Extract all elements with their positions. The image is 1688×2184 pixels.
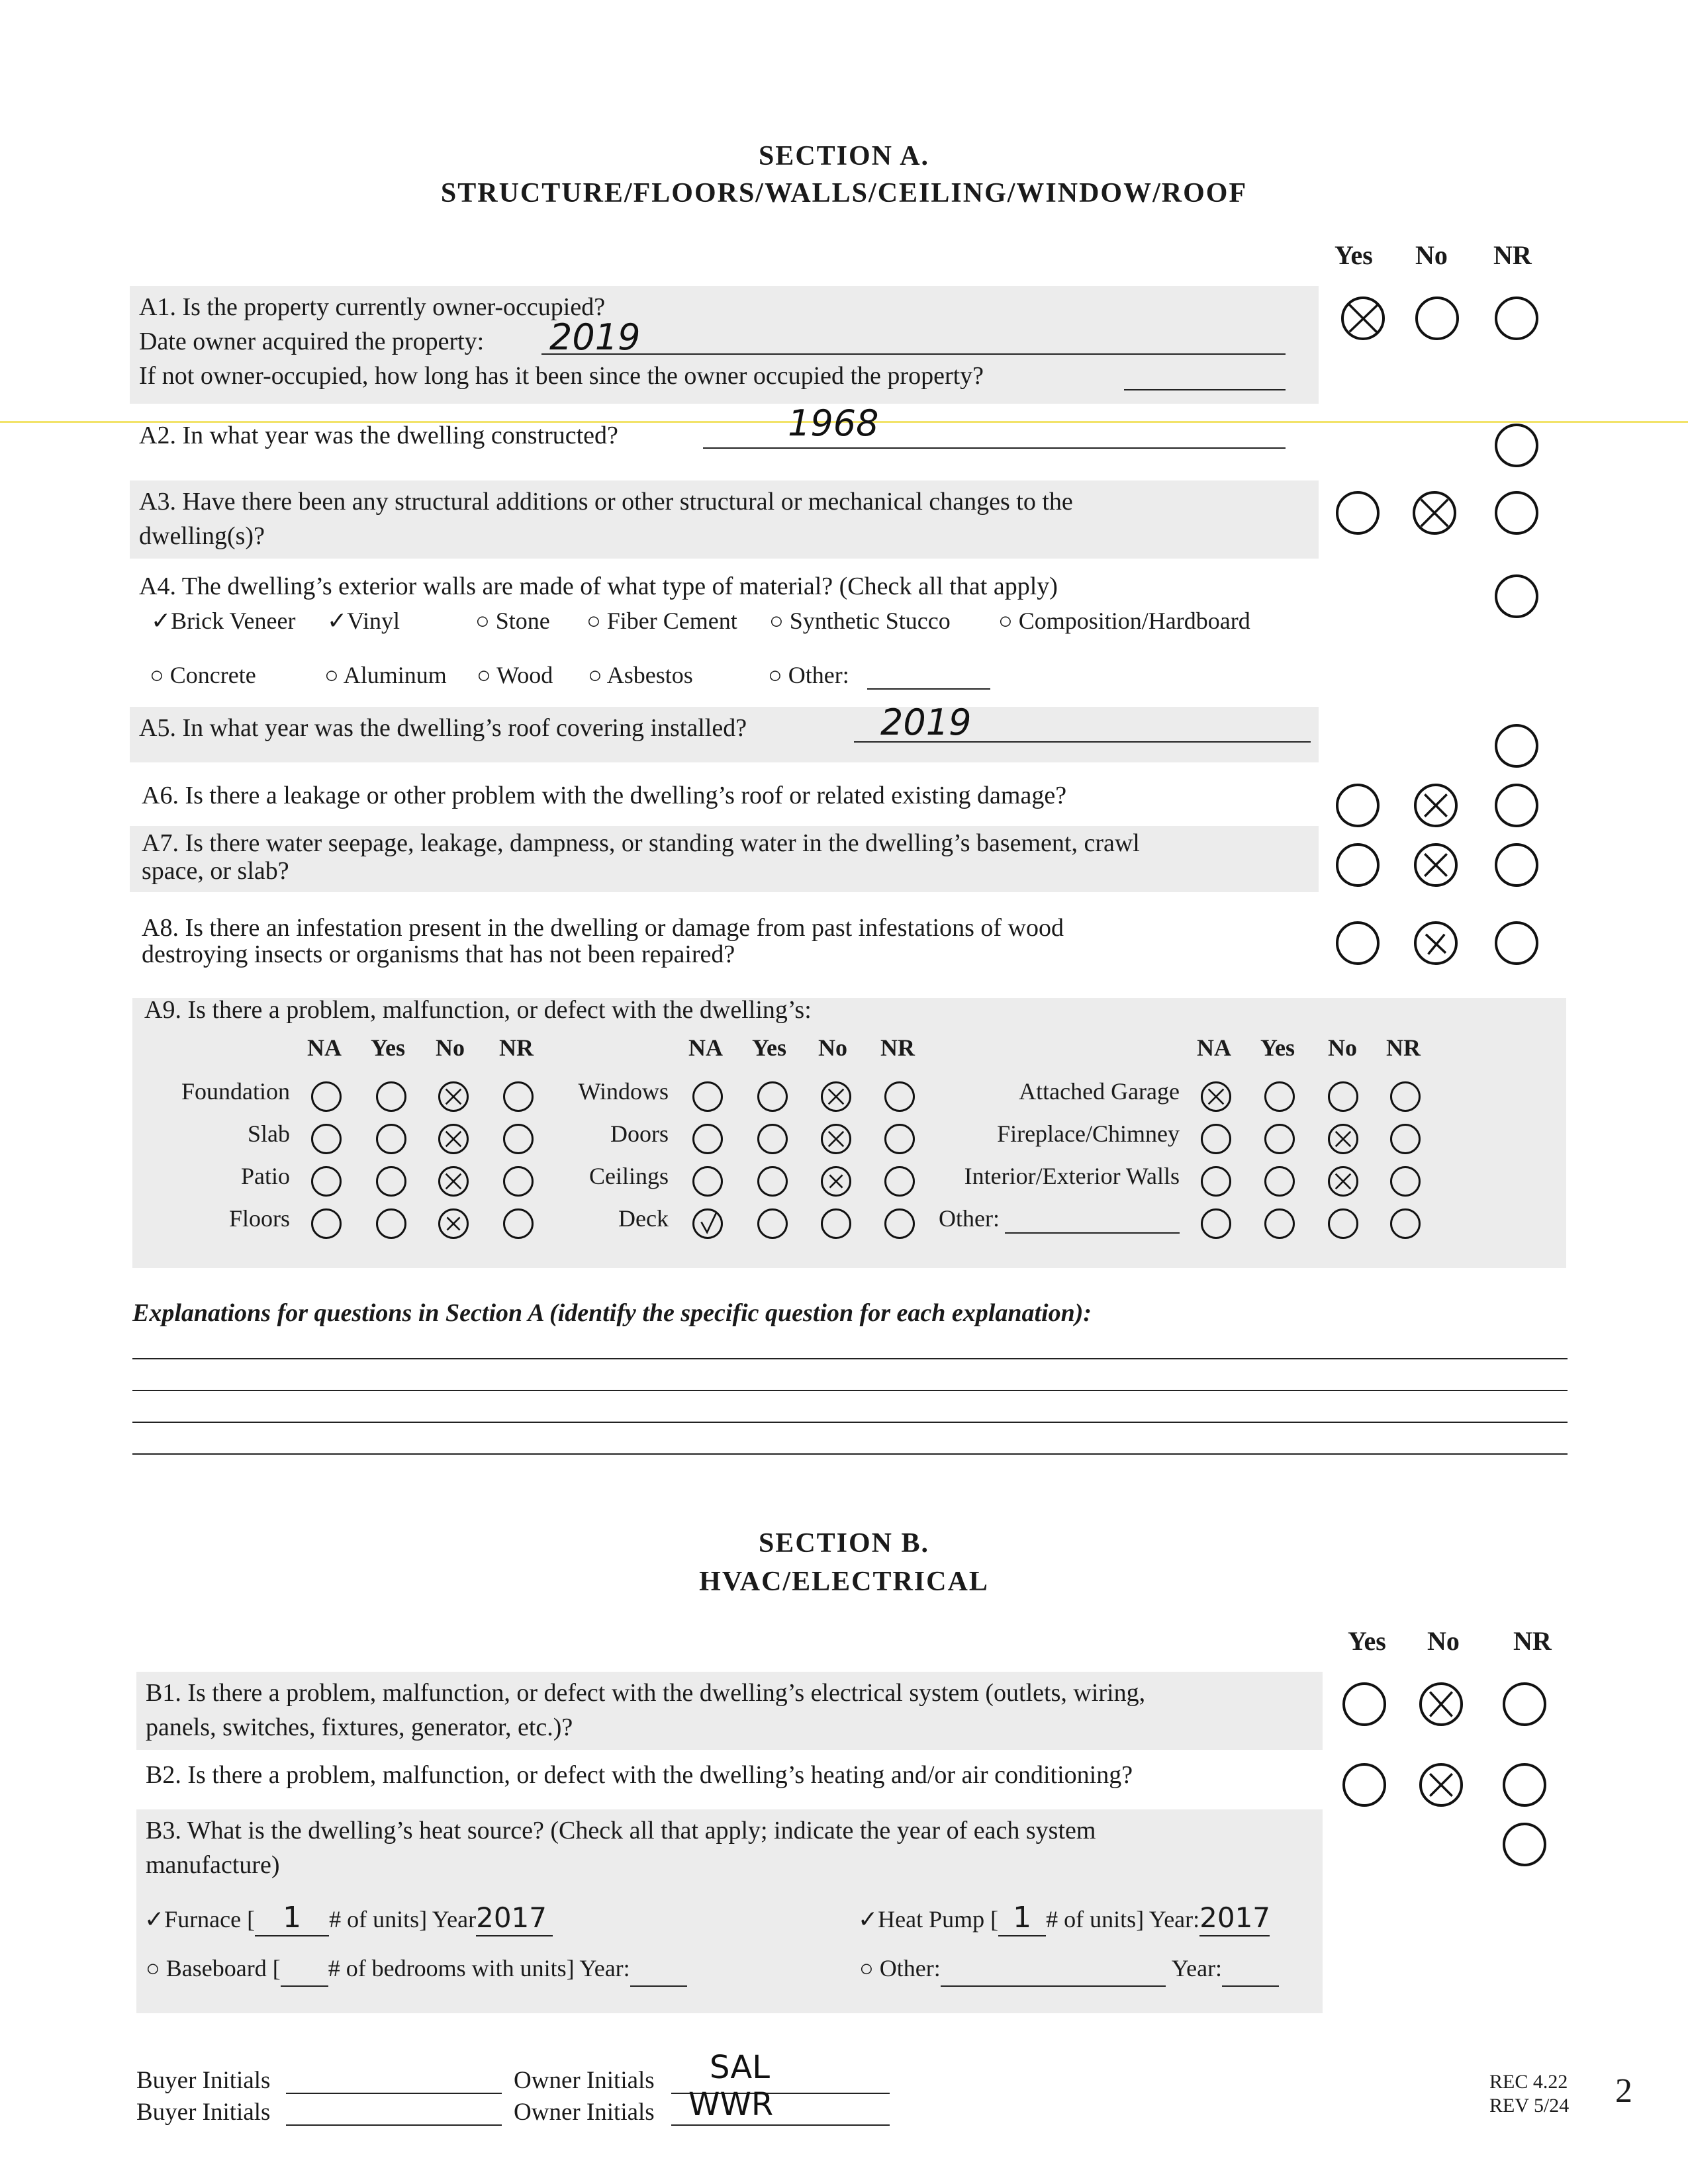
a9-other-nr[interactable] — [1390, 1208, 1421, 1239]
b3-other-line[interactable] — [941, 1951, 1166, 1987]
a4-option-wood-label: Wood — [496, 662, 553, 688]
b2-yes-radio[interactable] — [1342, 1763, 1386, 1807]
a1-date-label: Date owner acquired the property: — [139, 328, 485, 355]
a9-patio-no[interactable] — [438, 1166, 469, 1197]
a4-nr-radio[interactable] — [1495, 574, 1538, 618]
a4-other-line — [867, 688, 990, 690]
a1-question: A1. Is the property currently owner-occupied? — [139, 293, 606, 321]
owner-initials-label-1: Owner Initials — [514, 2067, 655, 2094]
a1-nr-radio[interactable] — [1495, 296, 1538, 340]
a7-question-line2: space, or slab? — [142, 857, 289, 885]
b-col-nr-header: NR — [1513, 1626, 1552, 1656]
col-yes-header: Yes — [1335, 240, 1373, 270]
a9-deck-label: Deck — [618, 1205, 669, 1232]
b3-baseboard-label: Baseboard [ — [165, 1955, 281, 1981]
b2-no-radio[interactable] — [1419, 1763, 1463, 1807]
a2-question: A2. In what year was the dwelling constructed? — [139, 422, 618, 449]
form-code: REC 4.22 — [1489, 2071, 1568, 2093]
a9-other-na[interactable] — [1201, 1208, 1231, 1239]
a4-option-other[interactable]: ○ Other: — [768, 662, 849, 688]
a9-doors-nr[interactable] — [884, 1124, 915, 1154]
a7-question-line1: A7. Is there water seepage, leakage, dampness, or standing water in the dwelling’s basement, crawl — [142, 829, 1140, 857]
a1-yes-radio[interactable] — [1341, 296, 1385, 340]
section-a-title: SECTION A. — [758, 141, 930, 171]
a9-foundation-yes[interactable] — [376, 1081, 406, 1112]
owner-initials-value-1: SAL — [710, 2049, 770, 2086]
a6-yes-radio[interactable] — [1336, 784, 1380, 827]
a9-g3-head-yes: Yes — [1260, 1034, 1295, 1061]
a9-other-no[interactable] — [1328, 1208, 1358, 1239]
a4-option-composition-label: Composition/Hardboard — [1018, 608, 1250, 634]
b-col-no-header: No — [1427, 1626, 1460, 1656]
a9-g2-head-nr: NR — [880, 1034, 915, 1061]
a9-slab-nr[interactable] — [503, 1124, 534, 1154]
a9-g3-head-nr: NR — [1386, 1034, 1421, 1061]
a9-question: A9. Is there a problem, malfunction, or defect with the dwelling’s: — [144, 996, 812, 1024]
a9-fireplace-na[interactable] — [1201, 1124, 1231, 1154]
b1-question-line2: panels, switches, fixtures, generator, etc.)? — [146, 1713, 573, 1741]
b3-heatpump-units: 1 — [998, 1901, 1046, 1936]
a9-garage-label: Attached Garage — [1019, 1078, 1180, 1105]
b3-furnace-label: Furnace [ — [164, 1906, 256, 1933]
b3-other-option[interactable]: ○ Other: Year: — [859, 1951, 1279, 1987]
a8-no-radio[interactable] — [1414, 921, 1458, 965]
a8-nr-radio[interactable] — [1495, 921, 1538, 965]
a9-other-label: Other: — [939, 1205, 1000, 1232]
a4-option-synthetic-stucco[interactable]: ○ Synthetic Stucco — [769, 608, 951, 634]
b3-heatpump-option[interactable]: ✓Heat Pump [ 1 # of units] Year:2017 — [858, 1901, 1270, 1936]
b2-nr-radio[interactable] — [1503, 1763, 1546, 1807]
a9-garage-yes[interactable] — [1264, 1081, 1295, 1112]
b1-yes-radio[interactable] — [1342, 1682, 1386, 1726]
a4-option-stone[interactable]: ○ Stone — [475, 608, 550, 634]
a9-deck-no[interactable] — [821, 1208, 851, 1239]
a9-windows-no[interactable] — [821, 1081, 851, 1112]
a9-fireplace-label: Fireplace/Chimney — [997, 1120, 1180, 1147]
a1-date-value: 2019 — [549, 316, 641, 358]
a4-question: A4. The dwelling’s exterior walls are made of what type of material? (Check all that apply) — [139, 572, 1058, 600]
a4-option-fiber-cement[interactable]: ○ Fiber Cement — [586, 608, 737, 634]
b-col-yes-header: Yes — [1348, 1626, 1386, 1656]
a9-g3-head-no: No — [1328, 1034, 1357, 1061]
a8-question-line2: destroying insects or organisms that has not been repaired? — [142, 940, 735, 968]
a5-nr-radio[interactable] — [1495, 724, 1538, 768]
b3-other-year-label: Year: — [1171, 1955, 1223, 1981]
a9-patio-na[interactable] — [311, 1166, 342, 1197]
a9-foundation-na[interactable] — [311, 1081, 342, 1112]
owner-initials-line-2[interactable] — [671, 2124, 890, 2126]
a9-doors-label: Doors — [610, 1120, 669, 1147]
a9-other-yes[interactable] — [1264, 1208, 1295, 1239]
b3-other-label: Other: — [879, 1955, 941, 1981]
a9-fireplace-yes[interactable] — [1264, 1124, 1295, 1154]
explanation-line-4[interactable] — [132, 1453, 1568, 1455]
a1-date-line — [541, 353, 1286, 355]
a9-windows-yes[interactable] — [757, 1081, 788, 1112]
a9-foundation-nr[interactable] — [503, 1081, 534, 1112]
a1-not-occupied-label: If not owner-occupied, how long has it been since the owner occupied the property? — [139, 362, 984, 390]
a4-option-brick-veneer[interactable]: ✓Brick Veneer — [151, 608, 296, 634]
a9-slab-na[interactable] — [311, 1124, 342, 1154]
form-revision: REV 5/24 — [1489, 2095, 1570, 2116]
b3-question-line1: B3. What is the dwelling’s heat source? (Check all that apply; indicate the year of each system — [146, 1817, 1096, 1844]
a9-windows-na[interactable] — [692, 1081, 723, 1112]
a6-no-radio[interactable] — [1414, 784, 1458, 827]
b3-furnace-mid: # of units] Year — [329, 1906, 477, 1933]
a1-not-occupied-line — [1124, 389, 1286, 390]
a9-g2-head-no: No — [818, 1034, 847, 1061]
a9-doors-na[interactable] — [692, 1124, 723, 1154]
b3-heatpump-year: 2017 — [1199, 1901, 1270, 1936]
a9-fireplace-no[interactable] — [1328, 1124, 1358, 1154]
a9-windows-nr[interactable] — [884, 1081, 915, 1112]
a4-option-other-label: Other: — [788, 662, 849, 688]
a2-nr-radio[interactable] — [1495, 424, 1538, 467]
explanation-line-2[interactable] — [132, 1390, 1568, 1391]
a7-no-radio[interactable] — [1414, 843, 1458, 887]
a4-option-asbestos[interactable]: ○ Asbestos — [588, 662, 693, 688]
a3-nr-radio[interactable] — [1495, 491, 1538, 535]
buyer-initials-label-1: Buyer Initials — [136, 2067, 271, 2094]
b3-other-year-line[interactable] — [1222, 1951, 1279, 1987]
a9-g1-head-no: No — [436, 1034, 465, 1061]
a9-floors-nr[interactable] — [503, 1208, 534, 1239]
a9-fireplace-nr[interactable] — [1390, 1124, 1421, 1154]
a9-foundation-no[interactable] — [438, 1081, 469, 1112]
explanation-line-3[interactable] — [132, 1422, 1568, 1423]
section-a-subtitle: STRUCTURE/FLOORS/WALLS/CEILING/WINDOW/ROOF — [440, 178, 1248, 208]
a9-floors-na[interactable] — [311, 1208, 342, 1239]
b3-baseboard-option[interactable]: ○ Baseboard [ # of bedrooms with units] Year: — [146, 1951, 687, 1987]
a9-slab-yes[interactable] — [376, 1124, 406, 1154]
b3-baseboard-units-line[interactable] — [281, 1951, 328, 1987]
b3-heatpump-label: Heat Pump [ — [878, 1906, 999, 1933]
a9-ceilings-na[interactable] — [692, 1166, 723, 1197]
a9-walls-yes[interactable] — [1264, 1166, 1295, 1197]
a4-option-wood[interactable]: ○ Wood — [477, 662, 553, 688]
a4-option-aluminum[interactable]: ○ Aluminum — [324, 662, 447, 688]
b3-baseboard-mid: # of bedrooms with units] Year: — [328, 1955, 630, 1981]
a9-g3-head-na: NA — [1197, 1034, 1231, 1061]
a5-question: A5. In what year was the dwelling’s roof covering installed? — [139, 714, 747, 742]
page-number: 2 — [1615, 2072, 1632, 2110]
b3-furnace-year: 2017 — [476, 1901, 553, 1936]
a9-floors-label: Floors — [228, 1205, 290, 1232]
b3-furnace-units: 1 — [255, 1901, 329, 1936]
a3-question-line2: dwelling(s)? — [139, 522, 265, 550]
a9-slab-label: Slab — [247, 1120, 290, 1147]
owner-initials-value-2: WWR — [688, 2086, 774, 2123]
a9-doors-yes[interactable] — [757, 1124, 788, 1154]
a4-option-concrete[interactable]: ○ Concrete — [150, 662, 256, 688]
a3-yes-radio[interactable] — [1336, 491, 1380, 535]
a8-question-line1: A8. Is there an infestation present in the dwelling or damage from past infestations of wood — [142, 914, 1064, 942]
b3-baseboard-year-line[interactable] — [630, 1951, 687, 1987]
buyer-initials-label-2: Buyer Initials — [136, 2099, 271, 2126]
b2-question: B2. Is there a problem, malfunction, or defect with the dwelling’s heating and/or air conditioning? — [146, 1761, 1133, 1789]
a7-yes-radio[interactable] — [1336, 843, 1380, 887]
a9-deck-na[interactable] — [692, 1208, 723, 1239]
a9-walls-nr[interactable] — [1390, 1166, 1421, 1197]
a4-option-vinyl[interactable]: ✓Vinyl — [327, 608, 400, 634]
a4-option-vinyl-label: Vinyl — [347, 608, 400, 634]
a4-option-brick-veneer-label: Brick Veneer — [171, 608, 296, 634]
a9-patio-nr[interactable] — [503, 1166, 534, 1197]
a9-g2-head-yes: Yes — [752, 1034, 786, 1061]
a9-g1-head-nr: NR — [499, 1034, 534, 1061]
a9-patio-label: Patio — [240, 1163, 290, 1189]
b1-question-line1: B1. Is there a problem, malfunction, or defect with the dwelling’s electrical system (outlets, wiring, — [146, 1679, 1146, 1707]
a9-garage-nr[interactable] — [1390, 1081, 1421, 1112]
col-no-header: No — [1415, 240, 1448, 270]
a4-option-stone-label: Stone — [495, 608, 550, 634]
a9-floors-no[interactable] — [438, 1208, 469, 1239]
a9-deck-yes[interactable] — [757, 1208, 788, 1239]
a9-walls-na[interactable] — [1201, 1166, 1231, 1197]
a5-value: 2019 — [880, 702, 972, 743]
b3-question-line2: manufacture) — [146, 1851, 280, 1879]
a9-ceilings-label: Ceilings — [588, 1163, 669, 1189]
section-b-title: SECTION B. — [758, 1528, 930, 1559]
a9-g1-head-na: NA — [307, 1034, 342, 1061]
a9-g1-head-yes: Yes — [371, 1034, 405, 1061]
a4-option-composition[interactable]: ○ Composition/Hardboard — [998, 608, 1250, 634]
a2-value: 1968 — [788, 402, 879, 444]
a6-question: A6. Is there a leakage or other problem with the dwelling’s roof or related existing damage? — [142, 782, 1067, 809]
a3-question-line1: A3. Have there been any structural additions or other structural or mechanical changes to the — [139, 488, 1073, 516]
a9-ceilings-no[interactable] — [821, 1166, 851, 1197]
section-a-explanations-label: Explanations for questions in Section A (identify the specific question for each explanation): — [132, 1299, 1092, 1327]
owner-initials-label-2: Owner Initials — [514, 2099, 655, 2126]
a9-ceilings-yes[interactable] — [757, 1166, 788, 1197]
a9-garage-no[interactable] — [1328, 1081, 1358, 1112]
a9-deck-nr[interactable] — [884, 1208, 915, 1239]
a4-option-aluminum-label: Aluminum — [343, 662, 447, 688]
b1-nr-radio[interactable] — [1503, 1682, 1546, 1726]
col-nr-header: NR — [1493, 240, 1532, 270]
b3-nr-radio[interactable] — [1503, 1823, 1546, 1866]
a2-line — [703, 447, 1286, 449]
a4-option-asbestos-label: Asbestos — [606, 662, 693, 688]
section-b-subtitle: HVAC/ELECTRICAL — [699, 1567, 989, 1597]
a1-no-radio[interactable] — [1415, 296, 1459, 340]
buyer-initials-line-2[interactable] — [286, 2124, 502, 2126]
explanation-line-1[interactable] — [132, 1358, 1568, 1359]
a9-patio-yes[interactable] — [376, 1166, 406, 1197]
a9-windows-label: Windows — [578, 1078, 669, 1105]
b3-heatpump-mid: # of units] Year: — [1046, 1906, 1200, 1933]
b1-no-radio[interactable] — [1419, 1682, 1463, 1726]
a9-foundation-label: Foundation — [181, 1078, 290, 1105]
a7-nr-radio[interactable] — [1495, 843, 1538, 887]
a9-floors-yes[interactable] — [376, 1208, 406, 1239]
a4-option-fiber-cement-label: Fiber Cement — [606, 608, 737, 634]
a9-walls-no[interactable] — [1328, 1166, 1358, 1197]
a9-ceilings-nr[interactable] — [884, 1166, 915, 1197]
a8-yes-radio[interactable] — [1336, 921, 1380, 965]
a9-doors-no[interactable] — [821, 1124, 851, 1154]
a9-other-line — [1005, 1232, 1180, 1234]
a4-option-concrete-label: Concrete — [169, 662, 256, 688]
buyer-initials-line-1[interactable] — [286, 2093, 502, 2094]
a9-slab-no[interactable] — [438, 1124, 469, 1154]
b3-furnace-option[interactable]: ✓Furnace [ 1 # of units] Year2017 — [144, 1901, 553, 1936]
a9-g2-head-na: NA — [688, 1034, 723, 1061]
a3-no-radio[interactable] — [1413, 491, 1456, 535]
a4-option-synthetic-stucco-label: Synthetic Stucco — [789, 608, 951, 634]
a9-walls-label: Interior/Exterior Walls — [964, 1163, 1180, 1189]
a6-nr-radio[interactable] — [1495, 784, 1538, 827]
a9-garage-na[interactable] — [1201, 1081, 1231, 1112]
